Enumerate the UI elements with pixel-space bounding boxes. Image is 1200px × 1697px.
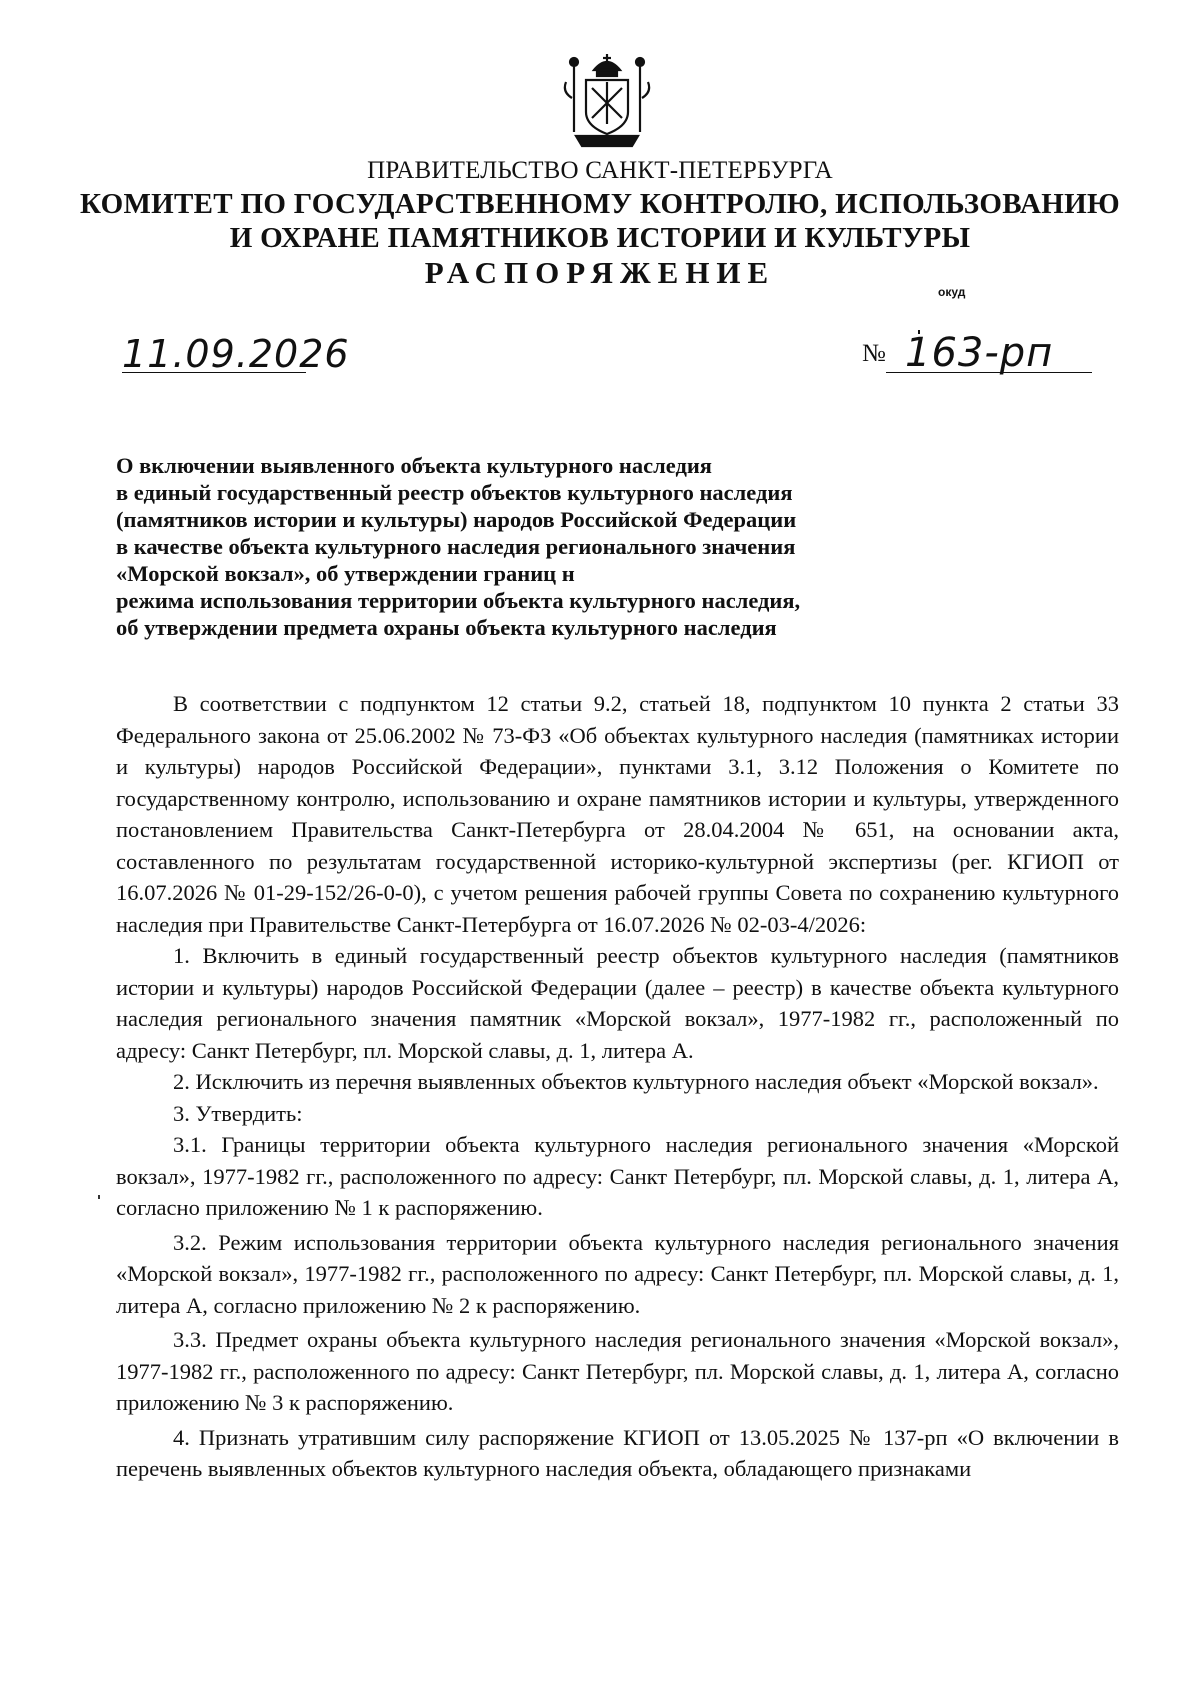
committee-name-line2: И ОХРАНЕ ПАМЯТНИКОВ ИСТОРИИ И КУЛЬТУРЫ [229, 222, 971, 254]
title-line: в единый государственный реестр объектов культурного наследия [116, 480, 793, 505]
document-title [116, 452, 1016, 641]
okud-label: окуд [938, 285, 966, 299]
title-line: режима использования территории объекта культурного наследия, [116, 588, 801, 613]
clause-1: 1. Включить в единый государственный реестр объектов культурного наследия (памятников истории и культуры) народов Российской Федерации (далее – реестр) в качестве объекта культурного наследия регионального значения памятник «Морской вокзал», 1977-1982 гг., расположенный по адресу: Санкт Петербург, пл. Морской славы, д. 1, литера А. [116, 943, 1119, 1063]
government-name: ПРАВИТЕЛЬСТВО САНКТ-ПЕТЕРБУРГА [367, 157, 833, 184]
title-line: О включении выявленного объекта культурного наследия [116, 453, 712, 478]
title-line: об утверждении предмета охраны объекта культурного наследия [116, 615, 777, 640]
title-line: «Морской вокзал», об утверждении границ н [116, 561, 575, 586]
document-date: 11.09.2026 [122, 332, 350, 376]
number-label: № [862, 340, 886, 367]
document-type: РАСПОРЯЖЕНИЕ [424, 255, 776, 290]
scan-mark [98, 1195, 100, 1199]
preamble-paragraph: В соответствии с подпунктом 12 статьи 9.2, статьей 18, подпунктом 10 пункта 2 статьи 33 Федерального закона от 25.06.2002 № 73-ФЗ «Об объектах культурного наследия (памятниках истории и культуры) народов Российской Федерации», пунктами 3.1, 3.12 Положения о Комитете по государственному контролю, использованию и охране памятников истории и культуры, утвержденного постановлением Правительства Санкт-Петербурга от 28.04.2004 № 651, на основании акта, составленного по результатам государственной историко-культурной экспертизы (рег. КГИОП от 16.07.2026 № 01-29-152/26-0-0), с учетом решения рабочей группы Совета по сохранению культурного наследия при Правительстве Санкт-Петербурга от 16.07.2026 № 02-03-4/2026: [116, 691, 1119, 937]
committee-name-line1: КОМИТЕТ ПО ГОСУДАРСТВЕННОМУ КОНТРОЛЮ, ИСПОЛЬЗОВАНИЮ [80, 188, 1120, 220]
clause-2: 2. Исключить из перечня выявленных объектов культурного наследия объект «Морской вокзал». [173, 1069, 1099, 1094]
coat-of-arms-icon [562, 52, 652, 152]
number-underline [886, 372, 1092, 373]
clause-3-1: 3.1. Границы территории объекта культурного наследия регионального значения «Морской вокзал», 1977-1982 гг., расположенного по адресу: Санкт Петербург, пл. Морской славы, д. 1, литера А, согласно приложению № 1 к распоряжению. [116, 1132, 1119, 1220]
title-line: в качестве объекта культурного наследия регионального значения [116, 534, 796, 559]
clause-4: 4. Признать утратившим силу распоряжение КГИОП от 13.05.2025 № 137-рп «О включении в перечень выявленных объектов культурного наследия объекта, обладающего признаками [116, 1424, 1119, 1481]
document-number: 163-рп [905, 330, 1054, 376]
clause-3: 3. Утвердить: [173, 1100, 303, 1126]
date-underline [122, 372, 306, 373]
clause-3-3: 3.3. Предмет охраны объекта культурного наследия регионального значения «Морской вокзал», 1977-1982 гг., расположенного по адресу: Санкт Петербург, пл. Морской славы, д. 1, литера А, согласно приложению № 3 к распоряжению. [116, 1327, 1119, 1415]
document-body [116, 688, 1119, 1485]
title-line: (памятников истории и культуры) народов Российской Федерации [116, 507, 797, 532]
clause-3-2: 3.2. Режим использования территории объекта культурного наследия регионального значения «Морской вокзал», 1977-1982 гг., расположенного по адресу: Санкт Петербург, пл. Морской славы, д. 1, литера А, согласно приложению № 2 к распоряжению. [116, 1229, 1119, 1318]
